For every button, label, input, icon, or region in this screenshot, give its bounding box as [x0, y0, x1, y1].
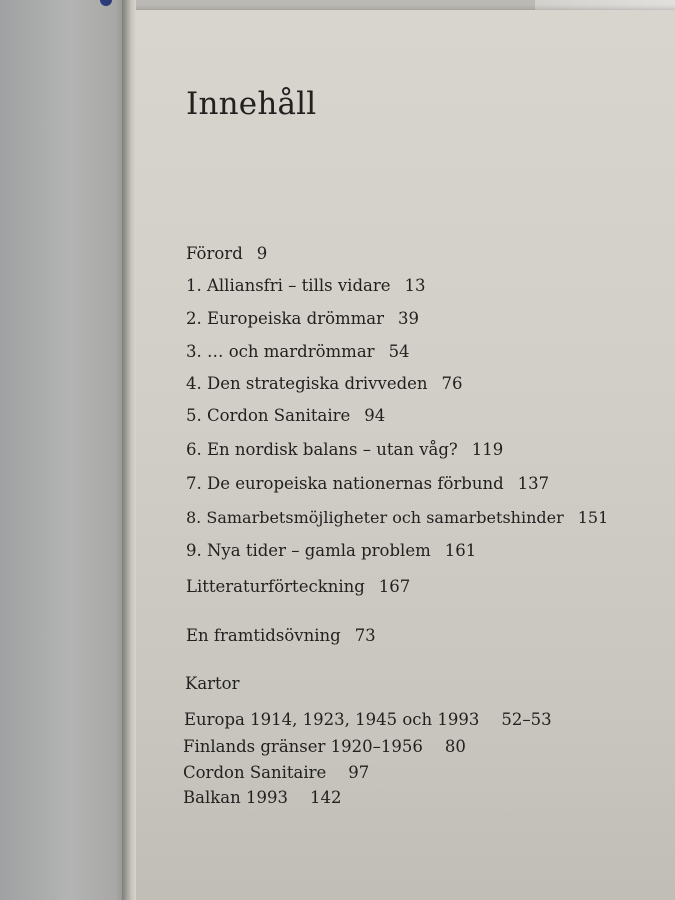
toc-entry-label: 4. Den strategiska drivveden [186, 374, 428, 393]
toc-entry-page: 9 [256, 244, 268, 263]
map-entry-page: 97 [348, 763, 370, 782]
toc-entry-page: 94 [364, 406, 386, 425]
toc-entry-label: En framtidsövning [186, 626, 341, 645]
toc-entry-label: 8. Samarbetsmöjligheter och samarbetshinder [186, 508, 564, 527]
toc-entry-label: 9. Nya tider – gamla problem [186, 541, 431, 560]
toc-entry-page: 119 [471, 440, 504, 459]
toc-entry-page: 76 [441, 374, 463, 393]
toc-entry-chapter-7 [186, 474, 549, 493]
toc-entry-page: 137 [517, 474, 550, 493]
toc-entry-page: 161 [444, 541, 477, 560]
map-entry-balkan [183, 788, 341, 807]
toc-entry-chapter-1 [186, 276, 426, 295]
toc-entry-label: 2. Europeiska drömmar [186, 309, 385, 328]
left-page [0, 0, 128, 900]
toc-entry-page: 167 [378, 577, 411, 596]
maps-heading: Kartor [185, 674, 240, 693]
book-gutter [122, 0, 136, 900]
toc-entry-chapter-5 [186, 406, 385, 425]
map-entry-page: 80 [444, 737, 466, 756]
toc-entry-chapter-9 [186, 541, 476, 560]
toc-entry-chapter-8 [186, 508, 608, 527]
map-entry-page: 142 [309, 788, 342, 807]
toc-entry-label: 1. Alliansfri – tills vidare [186, 276, 391, 295]
map-entry-europe [184, 710, 552, 729]
toc-entry-chapter-2 [186, 309, 419, 328]
toc-entry-bibliography [186, 577, 410, 596]
map-entry-label: Balkan 1993 [183, 788, 288, 807]
toc-entry-label: 5. Cordon Sanitaire [186, 406, 351, 425]
map-entry-cordon [183, 763, 369, 782]
map-entry-label: Europa 1914, 1923, 1945 och 1993 [184, 710, 480, 729]
map-entry-finland [183, 737, 466, 756]
toc-entry-chapter-6 [186, 440, 503, 459]
toc-entry-page: 151 [577, 508, 609, 527]
toc-entry-foreword [186, 244, 267, 263]
toc-entry-page: 13 [404, 276, 426, 295]
toc-entry-chapter-4 [186, 374, 463, 393]
map-entry-label: Cordon Sanitaire [183, 763, 327, 782]
toc-entry-label: Litteraturförteckning [186, 577, 365, 596]
map-entry-page: 52–53 [501, 710, 552, 729]
toc-entry-label: 3. … och mardrömmar [186, 342, 375, 361]
toc-entry-exercise [186, 626, 376, 645]
toc-entry-label: 7. De europeiska nationernas förbund [186, 474, 504, 493]
toc-entry-page: 39 [398, 309, 420, 328]
toc-entry-chapter-3 [186, 342, 410, 361]
toc-entry-page: 54 [388, 342, 410, 361]
toc-entry-page: 73 [354, 626, 376, 645]
page-title: Innehåll [186, 86, 317, 122]
toc-entry-label: Förord [186, 244, 243, 263]
map-entry-label: Finlands gränser 1920–1956 [183, 737, 423, 756]
toc-entry-label: 6. En nordisk balans – utan våg? [186, 440, 458, 459]
